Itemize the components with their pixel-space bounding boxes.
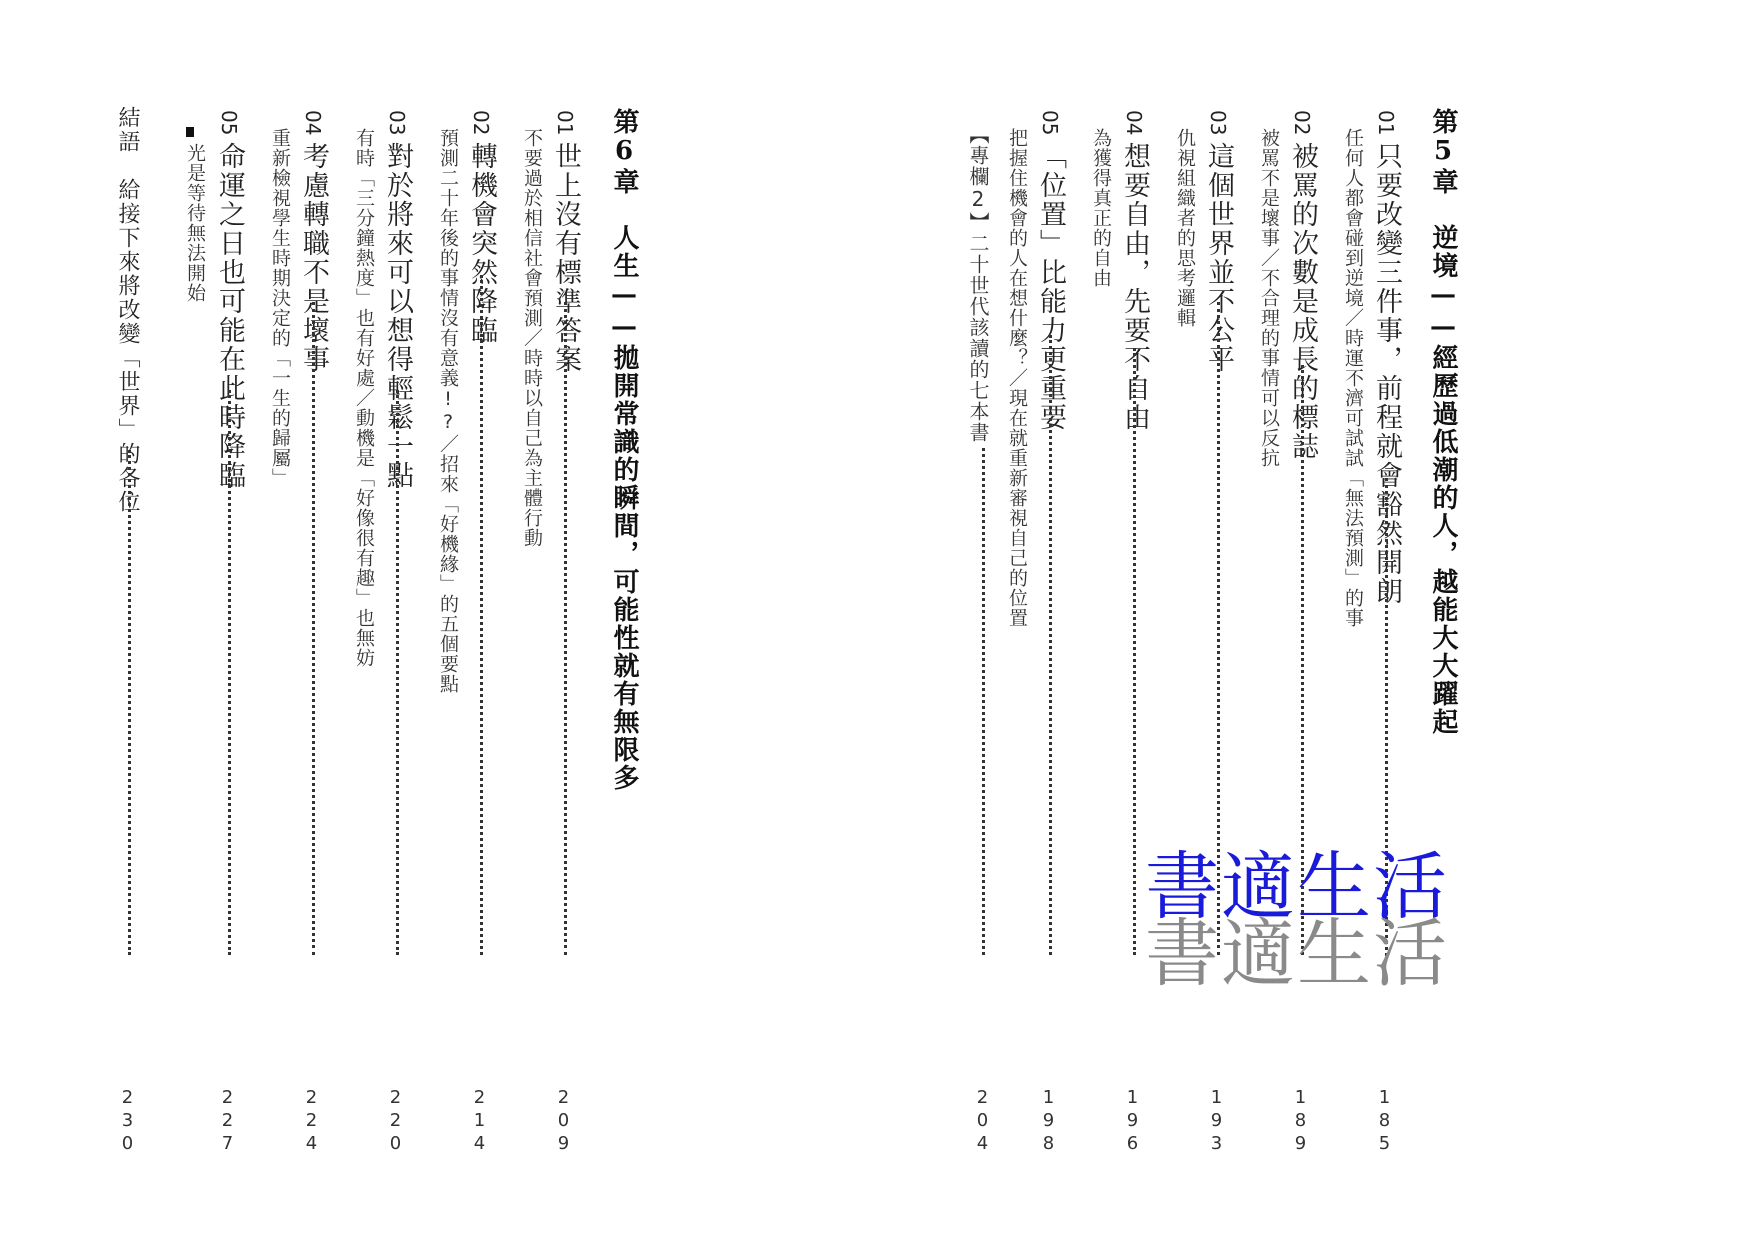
entry-number: 05: [1038, 110, 1062, 136]
entry-number: 01: [553, 110, 577, 136]
chapter-5-heading: 第5章 逆境——經歷過低潮的人，越能大大躍起: [1428, 108, 1458, 736]
entry-title: 轉機會突然降臨: [466, 142, 497, 345]
page-number: 193: [1206, 1087, 1227, 1156]
entry-subtitle: 為獲得真正的自由: [1090, 128, 1112, 288]
publisher-logo-gray: 書適生活: [1145, 911, 1449, 997]
page-number: 198: [1038, 1087, 1059, 1156]
leader-dots: [982, 448, 985, 955]
entry-number: 04: [1122, 110, 1146, 136]
leader-dots: [396, 390, 399, 955]
page-number: 224: [301, 1087, 322, 1156]
publisher-logo-blue: 書適生活: [1145, 844, 1449, 930]
entry-number: 02: [469, 110, 493, 136]
page-number: 214: [469, 1087, 490, 1156]
entry-subtitle: 任何人都會碰到逆境／時運不濟可試試「無法預測」的事: [1342, 128, 1364, 628]
entry-subtitle: 不要過於相信社會預測／時時以自己為主體行動: [521, 128, 543, 548]
entry-subtitle: 預測二十年後的事情沒有意義!?／招來「好機緣」的五個要點: [437, 128, 459, 694]
chapter-6-heading: 第6章 人生——拋開常識的瞬間，可能性就有無限多: [609, 108, 639, 792]
page-number: 196: [1122, 1087, 1143, 1156]
entry-title: 對於將來可以想得輕鬆一點: [382, 142, 413, 490]
page-number: 209: [553, 1087, 574, 1156]
entry-subtitle: 仇視組織者的思考邏輯: [1174, 128, 1196, 328]
leader-dots: [128, 450, 131, 955]
entry-subtitle: 把握住機會的人在想什麼？／現在就重新審視自己的位置: [1006, 128, 1028, 628]
page-number: 204: [972, 1087, 993, 1156]
leader-dots: [228, 390, 231, 955]
entry-title: 世上沒有標準答案: [550, 142, 581, 374]
leader-dots: [480, 275, 483, 955]
page-number: 189: [1290, 1087, 1311, 1156]
epilogue-title: 結語 給接下來將改變「世界」的各位: [115, 106, 140, 514]
entry-number: 02: [1290, 110, 1314, 136]
entry-number: 01: [1374, 110, 1398, 136]
entry-title: 只要改變三件事，前程就會豁然開朗: [1371, 142, 1402, 606]
leader-dots: [312, 302, 315, 955]
page-number: 227: [217, 1087, 238, 1156]
entry-number: 03: [1206, 110, 1230, 136]
entry-subtitle: 光是等待無法開始: [184, 143, 206, 303]
entry-title: 想要自由，先要不自由: [1119, 142, 1150, 432]
entry-number: 05: [217, 110, 241, 136]
entry-title: 這個世界並不公平: [1203, 142, 1234, 374]
leader-dots: [1049, 335, 1052, 955]
page-number: 230: [117, 1087, 138, 1156]
entry-subtitle: 被罵不是壞事／不合理的事情可以反抗: [1258, 128, 1280, 468]
leader-dots: [564, 302, 567, 955]
entry-subtitle: 重新檢視學生時期決定的「一生的歸屬」: [269, 128, 291, 488]
entry-number: 04: [301, 110, 325, 136]
entry-title: 命運之日也可能在此時降臨: [214, 142, 245, 490]
entry-title: 考慮轉職不是壞事: [298, 142, 329, 374]
bullet-marker: [186, 127, 194, 137]
entry-title: 被罵的次數是成長的標誌: [1287, 142, 1318, 461]
page-number: 220: [385, 1087, 406, 1156]
column-title: 【專欄2】二十世代該讀的七本書: [966, 124, 990, 443]
leader-dots: [1133, 348, 1136, 955]
entry-subtitle: 有時「三分鐘熱度」也有好處／動機是「好像很有趣」也無妨: [353, 128, 375, 668]
entry-number: 03: [385, 110, 409, 136]
page-number: 185: [1374, 1087, 1395, 1156]
entry-title: 「位置」比能力更重要: [1035, 142, 1066, 432]
